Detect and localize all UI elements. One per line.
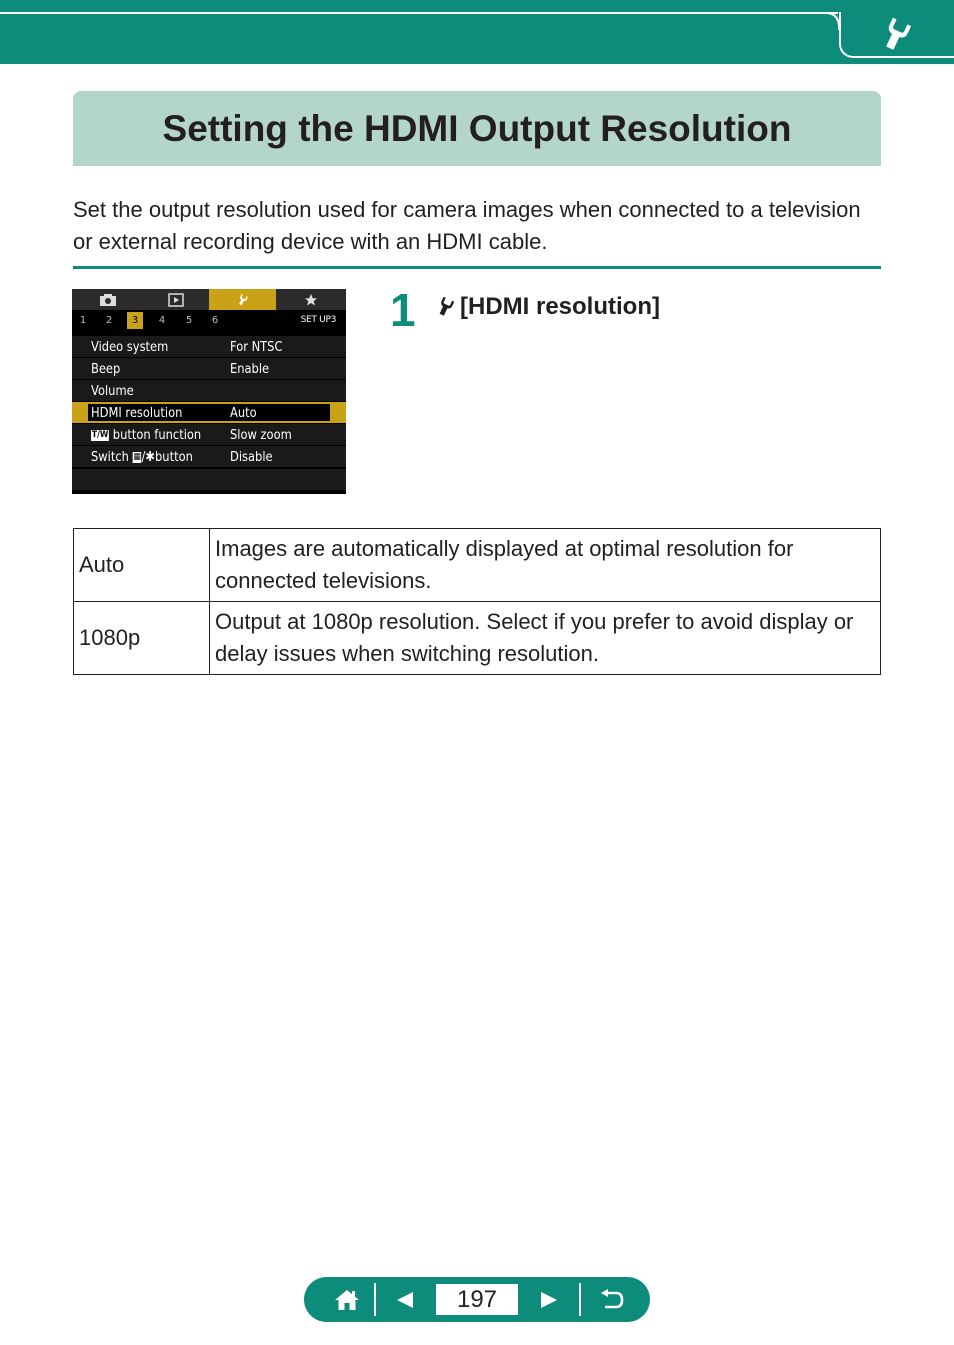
step-number: 1 [390, 284, 416, 336]
step-instruction-text: [HDMI resolution] [460, 293, 660, 320]
wrench-icon [209, 289, 276, 310]
page-title: Setting the HDMI Output Resolution [162, 107, 792, 149]
tw-button-icon: T/W [91, 430, 109, 440]
menu-row-value: Slow zoom [230, 427, 292, 443]
camera-menu-tabs [72, 289, 346, 310]
back-button[interactable] [584, 1277, 640, 1322]
camera-icon [74, 289, 141, 310]
menu-row-value: Disable [230, 449, 273, 465]
section-tab-corner [822, 12, 840, 30]
home-icon [333, 1288, 361, 1312]
wrench-icon [880, 17, 914, 53]
menu-page-number: 6 [211, 315, 219, 326]
menu-row-label: Volume [91, 383, 134, 399]
menu-name: SET UP3 [300, 315, 336, 325]
step-instruction [436, 293, 660, 321]
menu-row-label [91, 427, 201, 443]
table-row [74, 602, 881, 675]
previous-page-icon [395, 1291, 415, 1309]
menu-page-number: 2 [105, 315, 113, 326]
camera-menu-screenshot [72, 289, 346, 494]
menu-row-label: Video system [91, 339, 169, 355]
menu-row-label: Beep [91, 361, 121, 377]
next-page-button[interactable] [522, 1277, 576, 1322]
menu-row-switch-button [72, 446, 346, 468]
page-navigation [304, 1277, 650, 1322]
previous-page-button[interactable] [378, 1277, 432, 1322]
menu-page-number-active: 3 [127, 312, 143, 329]
intro-paragraph: Set the output resolution used for camera images when connected to a television or external recording device with an HDMI cable. [73, 197, 861, 254]
menu-row-label [91, 449, 193, 465]
menu-page-number: 1 [79, 315, 87, 326]
menu-row-empty [72, 469, 346, 490]
option-description: Output at 1080p resolution. Select if you prefer to avoid display or delay issues when switching resolution. [210, 602, 881, 675]
back-icon [599, 1289, 625, 1311]
menu-row-hdmi-resolution-selected [72, 402, 346, 424]
menu-row-label-post: /✱button [141, 449, 193, 465]
menu-row-label-pre: Switch [91, 449, 133, 465]
menu-page-number: 5 [185, 315, 193, 326]
menu-row-value: For NTSC [230, 339, 283, 355]
menu-row-beep [72, 358, 346, 380]
menu-row-video-system [72, 336, 346, 358]
nav-separator [579, 1283, 581, 1316]
option-name: Auto [74, 529, 210, 602]
page-number: 197 [436, 1284, 518, 1315]
nav-separator [374, 1283, 376, 1316]
option-description: Images are automatically displayed at optimal resolution for connected televisions. [210, 529, 881, 602]
menu-row-value: Auto [230, 405, 257, 421]
table-row [74, 529, 881, 602]
menu-row-tw-button-function [72, 424, 346, 446]
home-button[interactable] [320, 1277, 374, 1322]
section-divider [73, 266, 881, 269]
options-table [73, 528, 881, 675]
option-name: 1080p [74, 602, 210, 675]
next-page-icon [539, 1291, 559, 1309]
menu-row-label: HDMI resolution [91, 405, 183, 421]
page-title-box [73, 91, 881, 166]
af-frame-icon: ▦ [133, 452, 141, 462]
menu-row-value: Enable [230, 361, 270, 377]
menu-page-number: 4 [158, 315, 166, 326]
header-bar [0, 0, 954, 64]
wrench-icon [436, 295, 456, 319]
menu-row-volume [72, 380, 346, 402]
header-line [0, 12, 838, 14]
camera-menu-page-numbers [72, 310, 346, 331]
playback-icon [142, 289, 209, 310]
menu-row-label-text: button function [109, 427, 202, 443]
star-icon [277, 289, 344, 310]
